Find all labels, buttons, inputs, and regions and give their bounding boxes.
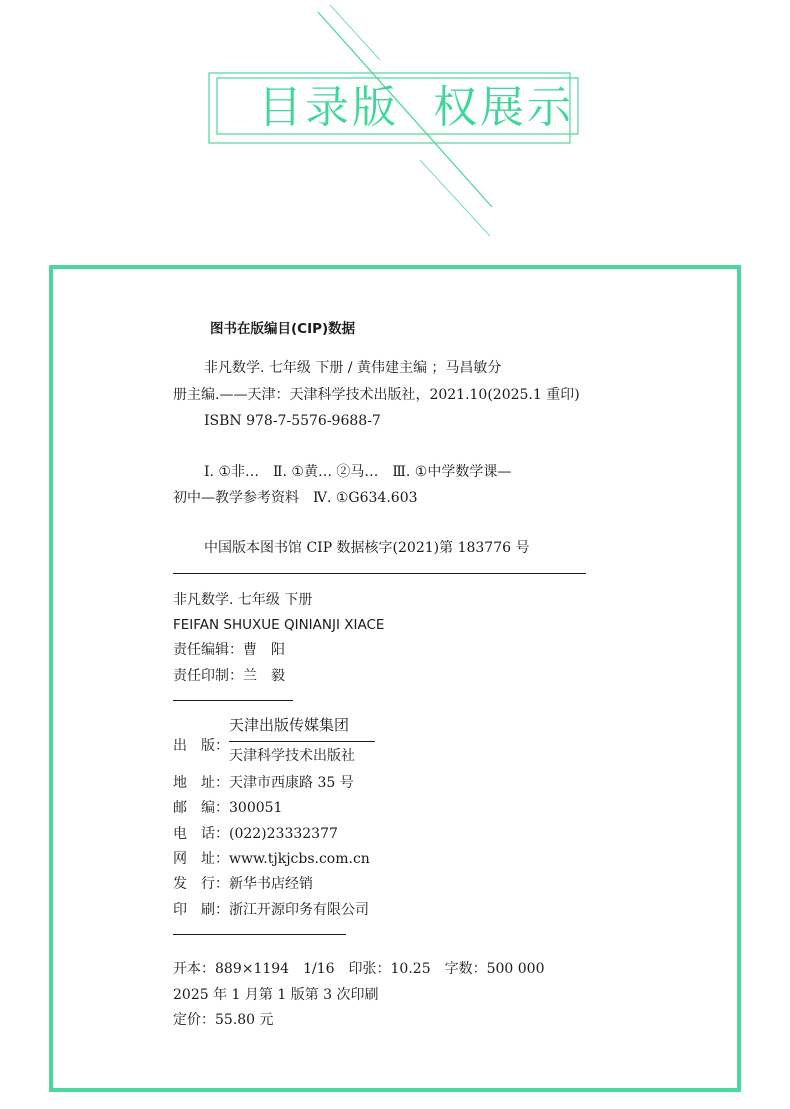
- divider-publisher: [173, 934, 346, 935]
- divider-cip: [173, 573, 586, 574]
- publisher-address: 地 址：天津市西康路 35 号: [173, 775, 354, 791]
- cip-number: 中国版本图书馆 CIP 数据核字(2021)第 183776 号: [204, 540, 530, 556]
- cip-line-1: 非凡数学. 七年级 下册 / 黄伟建主编 ；马昌敏分: [204, 360, 502, 376]
- responsible-editor: 责任编辑：曹 阳: [173, 642, 285, 658]
- book-title-pinyin: FEIFAN SHUXUE QINIANJI XIACE: [173, 617, 385, 633]
- publisher-printing: 印 刷：浙江开源印务有限公司: [173, 902, 369, 918]
- banner-title-left: 目录版: [258, 82, 399, 133]
- publisher-phone: 电 话：(022)23332377: [173, 826, 338, 842]
- spec-format: 开本：889×1194 1/16 印张：10.25 字数：500 000: [173, 961, 545, 977]
- publisher-underline: [229, 741, 375, 742]
- spec-edition: 2025 年 1 月第 1 版第 3 次印刷: [173, 987, 379, 1003]
- publisher-group: 天津出版传媒集团: [229, 716, 350, 734]
- book-title-cn: 非凡数学. 七年级 下册: [173, 592, 313, 608]
- publisher-label: 出 版：: [173, 738, 229, 754]
- cip-heading: 图书在版编目(CIP)数据: [210, 321, 356, 337]
- publisher-postcode: 邮 编：300051: [173, 800, 283, 816]
- spec-price: 定价：55.80 元: [173, 1012, 274, 1028]
- publisher-website: 网 址：www.tjkjcbs.com.cn: [173, 851, 370, 867]
- publisher-distributor: 发 行：新华书店经销: [173, 876, 313, 892]
- cip-line-2: 册主编.——天津：天津科学技术出版社，2021.10(2025.1 重印): [173, 387, 580, 403]
- publisher-press: 天津科学技术出版社: [229, 748, 355, 764]
- cip-isbn: ISBN 978-7-5576-9688-7: [204, 413, 381, 429]
- divider-book: [173, 700, 293, 701]
- banner-title-right: 权展示: [433, 82, 574, 133]
- cip-class-1: Ⅰ. ①非… Ⅱ. ①黄… ②马… Ⅲ. ①中学数学课—: [204, 464, 512, 480]
- cip-class-2: 初中—教学参考资料 Ⅳ. ①G634.603: [173, 490, 418, 506]
- responsible-printer: 责任印制：兰 毅: [173, 668, 285, 684]
